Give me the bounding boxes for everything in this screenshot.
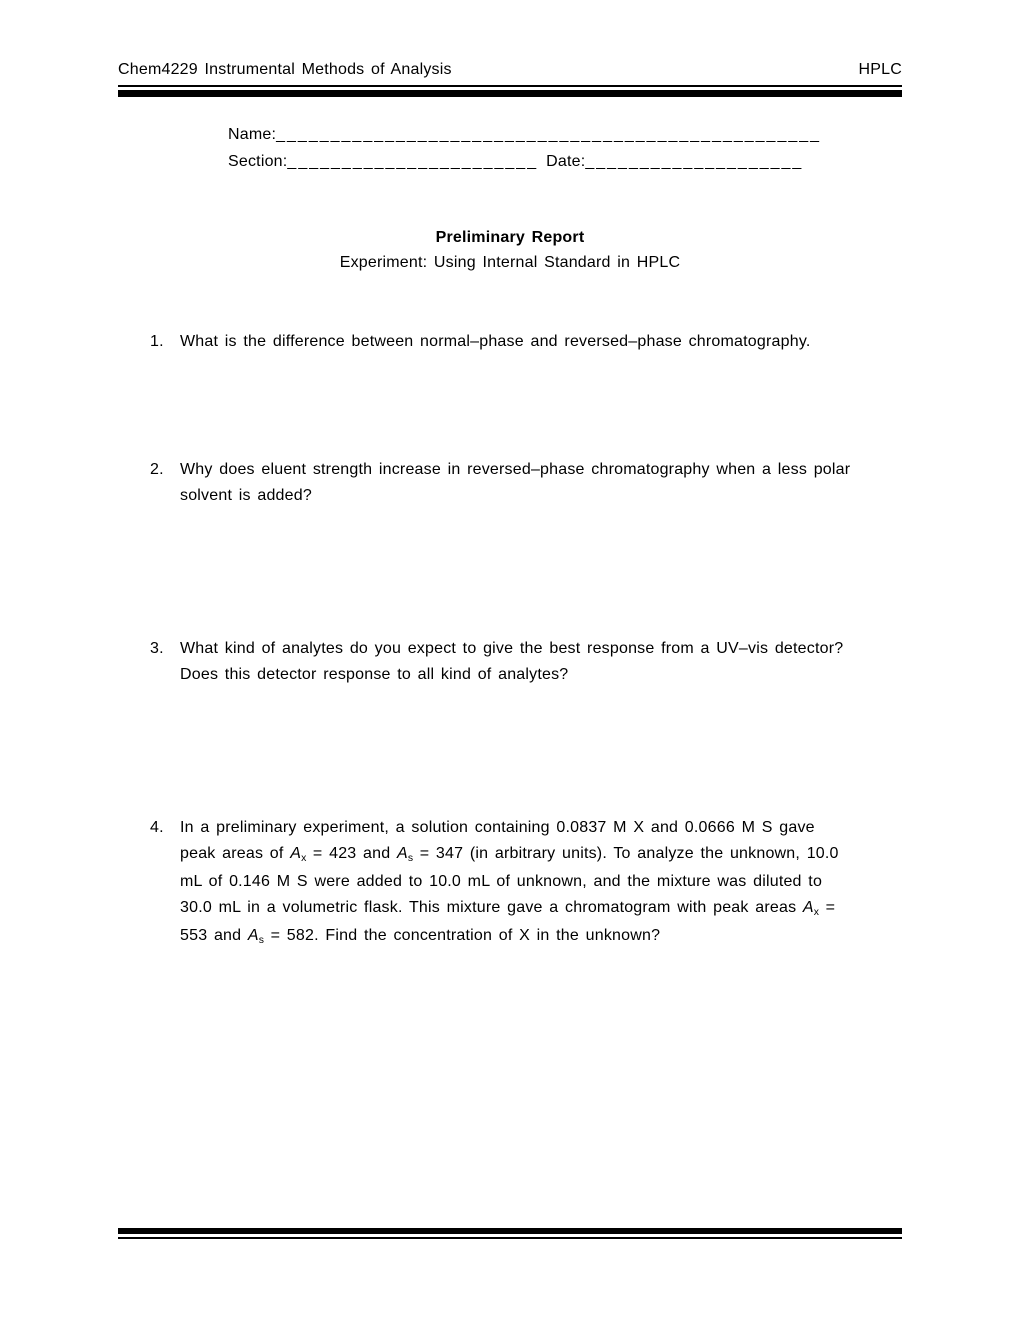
- student-info-form: [228, 121, 902, 175]
- section-label: Section:: [228, 153, 288, 170]
- doc-type-label: HPLC: [858, 61, 902, 78]
- name-row: [228, 121, 902, 148]
- question-4-text: In a preliminary experiment, a solution containing 0.0837 M X and 0.0666 M S gave peak areas of $A_x = 423$ and $A_s = 347$ (in arbitrary units). To analyze the unknown, 10.0 mL of 0.146 M S were added to 10.0 mL of unknown, and the mixture was diluted to 30.0 mL in a volumetric flask. This mixture gave a chromatogram with peak areas $A_x$ = 553 and $A_s = 582$. Find the concentration of X in the unknown?: [180, 819, 839, 946]
- report-title: Preliminary Report: [435, 229, 585, 246]
- question-3: [118, 636, 902, 688]
- question-1: [118, 329, 902, 355]
- page-content: [0, 60, 1020, 951]
- question-4-number: 4.: [150, 819, 164, 836]
- date-label: Date:: [546, 153, 586, 170]
- question-2-text: Why does eluent strength increase in reversed–phase chromatography when a less polar solvent is added?: [180, 461, 851, 504]
- question-1-number: 1.: [150, 333, 164, 350]
- section-date-row: [228, 148, 902, 175]
- name-fill-line: __________________________________________________: [276, 126, 822, 143]
- date-fill-line: ____________________: [585, 153, 804, 170]
- experiment-subtitle: Experiment: Using Internal Standard in HPLC: [339, 254, 681, 271]
- course-title: Chem4229 Instrumental Methods of Analysis: [118, 61, 452, 78]
- question-2: [118, 457, 902, 509]
- section-fill-line: _______________________: [287, 153, 539, 170]
- title-block: [118, 225, 902, 275]
- header-rule: [118, 85, 902, 97]
- question-1-text: What is the difference between normal–phase and reversed–phase chromatography.: [180, 333, 811, 350]
- question-4: [118, 815, 902, 951]
- question-2-number: 2.: [150, 461, 164, 478]
- name-label: Name:: [228, 126, 277, 143]
- footer-rule: [118, 1228, 902, 1239]
- question-3-number: 3.: [150, 640, 164, 657]
- page-header: [118, 60, 902, 80]
- question-3-text: What kind of analytes do you expect to give the best response from a UV–vis detector? Does this detector response to all kind of analytes?: [180, 640, 844, 683]
